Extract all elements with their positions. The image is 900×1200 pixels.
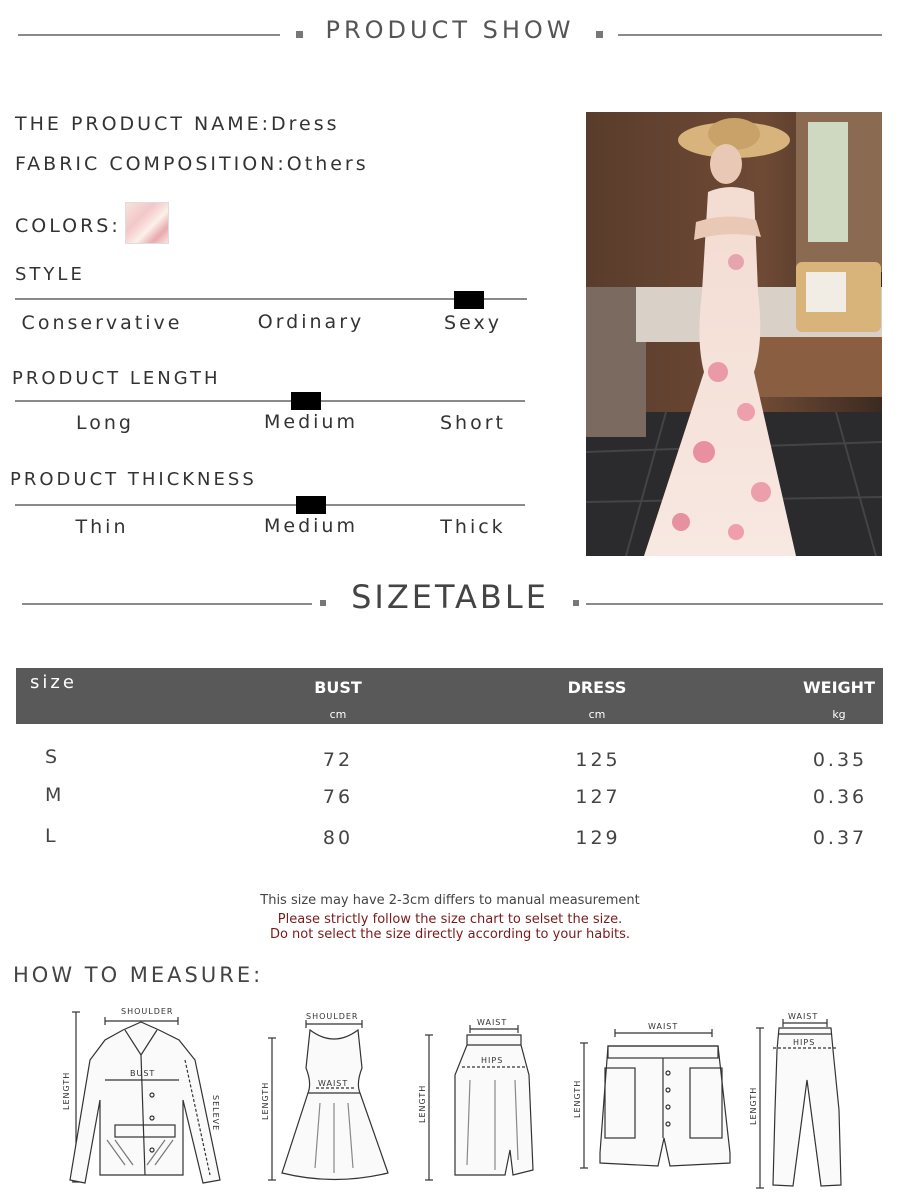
row-dress: 127 [575,786,621,808]
colors-label: COLORS: [15,215,121,237]
header-bust: BUST [314,678,362,697]
sizetable-right-rule [586,603,883,605]
label-waist: WAIST [788,1012,819,1021]
thickness-option-medium: Medium [264,515,358,537]
length-option-short: Short [440,412,506,434]
row-bust: 72 [322,749,354,771]
product-photo [586,112,882,556]
thickness-scale-line [15,504,525,506]
thickness-label: PRODUCT THICKNESS [10,469,257,490]
label-length: LENGTH [62,1071,71,1110]
how-to-measure-title: HOW TO MEASURE: [13,963,264,987]
label-length: LENGTH [573,1079,582,1118]
length-marker [291,392,321,410]
style-scale-line [15,298,527,300]
note-follow-chart: Please strictly follow the size chart to selset the size. [277,912,623,927]
header-right-dot [596,31,603,38]
length-option-medium: Medium [264,411,358,433]
style-option-ordinary: Ordinary [257,311,365,333]
style-marker [454,291,484,309]
style-option-conservative: Conservative [21,312,183,334]
note-measurement: This size may have 2-3cm differs to manual measurement [260,893,640,908]
label-length: LENGTH [261,1081,270,1120]
row-weight: 0.36 [812,786,868,808]
color-swatch-floral[interactable] [125,202,169,244]
label-waist: WAIST [477,1018,508,1027]
label-waist: WAIST [318,1079,349,1088]
row-weight: 0.37 [812,827,868,849]
size-table-header [16,668,883,724]
row-weight: 0.35 [812,749,868,771]
sizetable-title: SIZETABLE [351,578,549,616]
label-bust: BUST [130,1069,156,1078]
note-no-habits: Do not select the size directly according to your habits. [269,927,631,942]
label-shoulder: SHOULDER [121,1007,174,1016]
thickness-option-thick: Thick [440,516,506,538]
unit-dress: cm [588,708,606,721]
row-size: M [45,784,62,806]
pants-measure-diagram [745,1010,875,1190]
label-shoulder: SHOULDER [306,1012,359,1021]
row-bust: 80 [322,827,354,849]
sizetable-right-dot [573,600,579,606]
header-dress: DRESS [567,678,627,697]
skirt-measure-diagram [415,1015,545,1190]
unit-bust: cm [329,708,347,721]
row-dress: 125 [575,749,621,771]
header-weight: WEIGHT [803,678,875,697]
style-option-sexy: Sexy [444,312,502,334]
header-size: size [30,672,77,693]
label-waist: WAIST [648,1022,679,1031]
thickness-marker [296,496,326,514]
length-scale-line [15,400,525,402]
row-size: L [45,825,56,847]
shorts-measure-diagram [570,1018,740,1190]
row-size: S [45,746,58,768]
length-option-long: Long [76,412,134,434]
label-hips: HIPS [793,1038,816,1047]
jacket-measure-diagram [55,1000,240,1190]
dress-measure-diagram [260,1008,400,1190]
row-bust: 76 [322,786,354,808]
fabric-composition: FABRIC COMPOSITION:Others [15,153,369,175]
label-sleeve: SELEVE [211,1095,220,1132]
page-title: PRODUCT SHOW [325,16,575,44]
unit-weight: kg [832,708,846,721]
row-dress: 129 [575,827,621,849]
product-photo-illustration [586,112,882,556]
label-hips: HIPS [481,1056,504,1065]
label-length: LENGTH [749,1086,758,1125]
length-label: PRODUCT LENGTH [12,368,221,389]
label-length: LENGTH [418,1084,427,1123]
header-right-rule [618,34,882,36]
product-name: THE PRODUCT NAME:Dress [15,113,340,135]
style-label: STYLE [15,264,85,285]
thickness-option-thin: Thin [75,516,129,538]
